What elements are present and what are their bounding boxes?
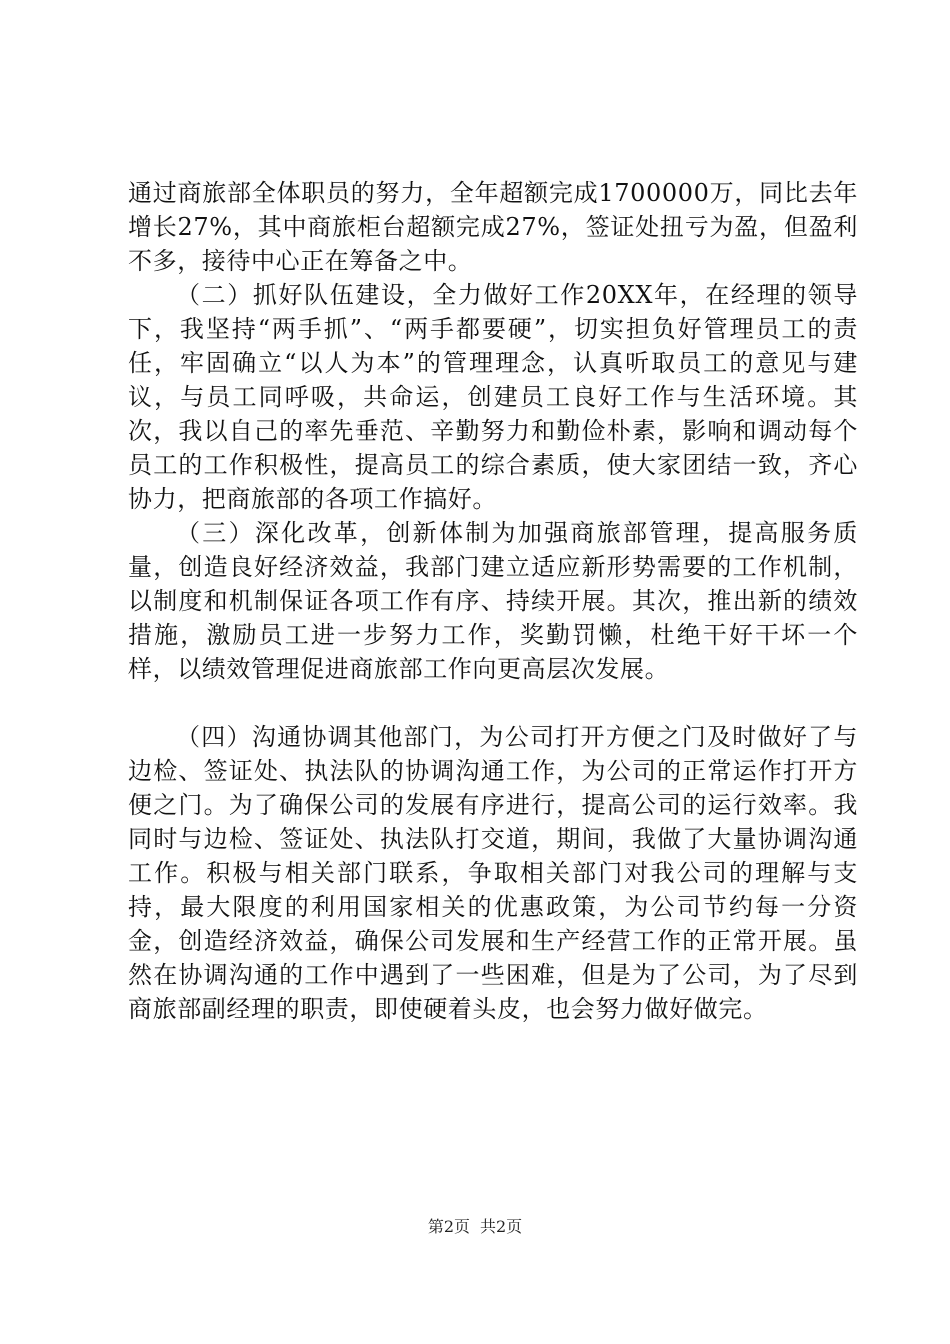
page-total: 共2页 — [480, 1217, 523, 1236]
paragraph-results: 通过商旅部全体职员的努力，全年超额完成1700000万，同比去年增长27%，其中商旅柜台超额完成27%，签证处扭亏为盈，但盈利不多，接待中心正在筹备之中。 — [128, 179, 858, 275]
paragraph-reform: （三）深化改革，创新体制为加强商旅部管理，提高服务质量，创造良好经济效益，我部门建立适应新形势需要的工作机制，以制度和机制保证各项工作有序、持续开展。其次，推出新的绩效措施，激励员工进一步努力工作，奖勤罚懒，杜绝干好干坏一个样，以绩效管理促进商旅部工作向更高层次发展。 — [128, 519, 858, 683]
paragraph-coordination: （四）沟通协调其他部门，为公司打开方便之门及时做好了与边检、签证处、执法队的协调沟通工作，为公司的正常运作打开方便之门。为了确保公司的发展有序进行，提高公司的运行效率。我同时与边检、签证处、执法队打交道，期间，我做了大量协调沟通工作。积极与相关部门联系，争取相关部门对我公司的理解与支持，最大限度的利用国家相关的优惠政策，为公司节约每一分资金，创造经济效益，确保公司发展和生产经营工作的正常开展。虽然在协调沟通的工作中遇到了一些困难，但是为了公司，为了尽到商旅部副经理的职责，即使硬着头皮，也会努力做好做完。 — [128, 723, 858, 1023]
page-number: 第2页 — [427, 1217, 470, 1236]
paragraph-team-building: （二）抓好队伍建设，全力做好工作20XX年，在经理的领导下，我坚持“两手抓”、“两手都要硬”，切实担负好管理员工的责任，牢固确立“以人为本”的管理理念，认真听取员工的意见与建议，与员工同呼吸，共命运，创建员工良好工作与生活环境。其次，我以自己的率先垂范、辛勤努力和勤俭朴素，影响和调动每个员工的工作积极性，提高员工的综合素质，使大家团结一致，齐心协力，把商旅部的各项工作搞好。 — [128, 281, 858, 513]
paragraph-spacer — [128, 686, 858, 720]
page-footer — [0, 1216, 950, 1238]
document-body — [128, 176, 858, 1026]
